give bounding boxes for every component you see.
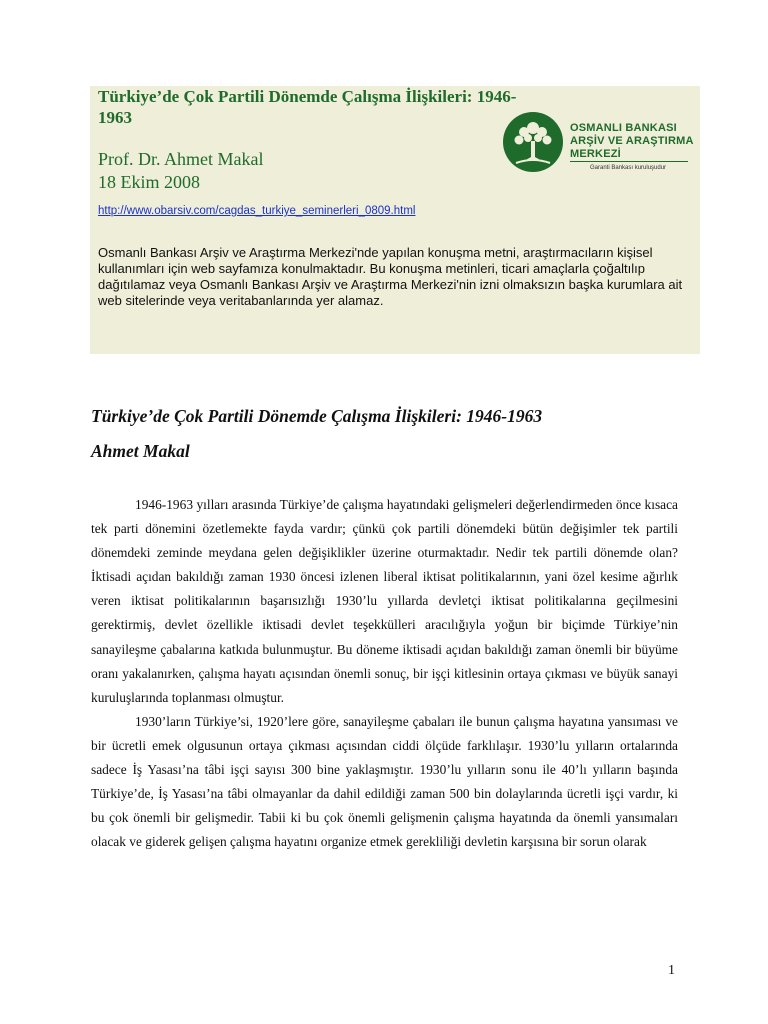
paragraph: 1930’ların Türkiye’si, 1920’lere göre, sanayileşme çabaları ile bunun çalışma hayatına yansıması ve bir ücretli emek olgusunun ortaya çıkması açısından ciddi ölçüde farklılaşır. 1930’lu yılların ortalarında sadece İş Yasası’na tâbi işçi sayısı 300 bine yaklaşmıştır. 1930’lu yılların sonu ile 40’lı yılların başında Türkiye’de, İş Yasası’na tâbi olmayanlar da dahil edildiği zaman 500 bin dolaylarında ücretli işçi vardır, ki bu çok önemli bir gelişmedir. Tabii ki bu çok önemli gelişmenin çalışma hayatında da önemli yansımaları olacak ve giderek gelişen çalışma hayatını organize etmek gerekliliği devletin karşısına bir sorun olarak bbox=[91, 713, 678, 850]
article-title: Türkiye’de Çok Partili Dönemde Çalışma İlişkileri: 1946-1963 bbox=[91, 406, 543, 426]
header-box bbox=[90, 86, 700, 354]
article-body bbox=[91, 493, 678, 854]
usage-notice: Osmanlı Bankası Arşiv ve Araştırma Merkezi'nde yapılan konuşma metni, araştırmacıların kişisel kullanımları için web sayfamıza konulmaktadır. Bu konuşma metinleri, ticari amaçlarla çoğaltılıp dağıtılamaz veya Osmanlı Bankası Arşiv ve Araştırma Merkezi'nin izni olmaksızın başka kurumlara ait web sitelerinde veya veritabanlarında yer alamaz. bbox=[98, 245, 683, 308]
logo-text-line-2: ARŞİV VE ARAŞTIRMA bbox=[570, 135, 694, 147]
lecture-date: 18 Ekim 2008 bbox=[98, 172, 200, 192]
tree-emblem-icon bbox=[502, 111, 564, 173]
logo-divider bbox=[570, 161, 688, 162]
logo-tagline: Garanti Bankası kuruluşudur bbox=[590, 165, 667, 171]
logo-text-line-3: MERKEZİ bbox=[570, 148, 621, 160]
source-url-link[interactable]: http://www.obarsiv.com/cagdas_turkiye_seminerleri_0809.html bbox=[98, 205, 416, 217]
lecturer-name: Prof. Dr. Ahmet Makal bbox=[98, 149, 264, 169]
logo-text-line-1: OSMANLI BANKASI bbox=[570, 122, 677, 134]
doc-title: Türkiye’de Çok Partili Dönemde Çalışma İlişkileri: 1946-1963 bbox=[98, 87, 517, 127]
page-number: 1 bbox=[668, 963, 675, 978]
article-author: Ahmet Makal bbox=[91, 441, 190, 461]
osmanli-bankasi-logo bbox=[502, 111, 692, 177]
paragraph: 1946-1963 yılları arasında Türkiye’de çalışma hayatındaki gelişmeleri değerlendirmeden önce kısaca tek parti dönemini özetlemekte fayda vardır; çünkü çok partili dönemdeki bütün değişimler tek partili dönemdeki zeminde meydana gelen değişiklikler üzerine oturmaktadır. Nedir tek partili dönemde olan? İktisadi açıdan bakıldığı zaman 1930 öncesi izlenen liberal iktisat politikalarının, yani özel kesime ağırlık veren iktisat politikalarının başarısızlığı 1930’lu yıllarda devletçi iktisat politikalarına geçilmesini gerektirmiş, devlet özellikle iktisadi devlet teşekkülleri aracılığıyla yoğun bir biçimde Türkiye’nin sanayileşme çabalarına katkıda bulunmuştur. Bu döneme iktisadi açıdan bakıldığı zaman önemli bir büyüme oranı yakalanırken, çalışma hayatı açısından önemli sonuç, bir işçi kitlesinin ortaya çıkması ve büyük sanayi kuruluşlarında toplanması olmuştur. bbox=[91, 497, 678, 705]
